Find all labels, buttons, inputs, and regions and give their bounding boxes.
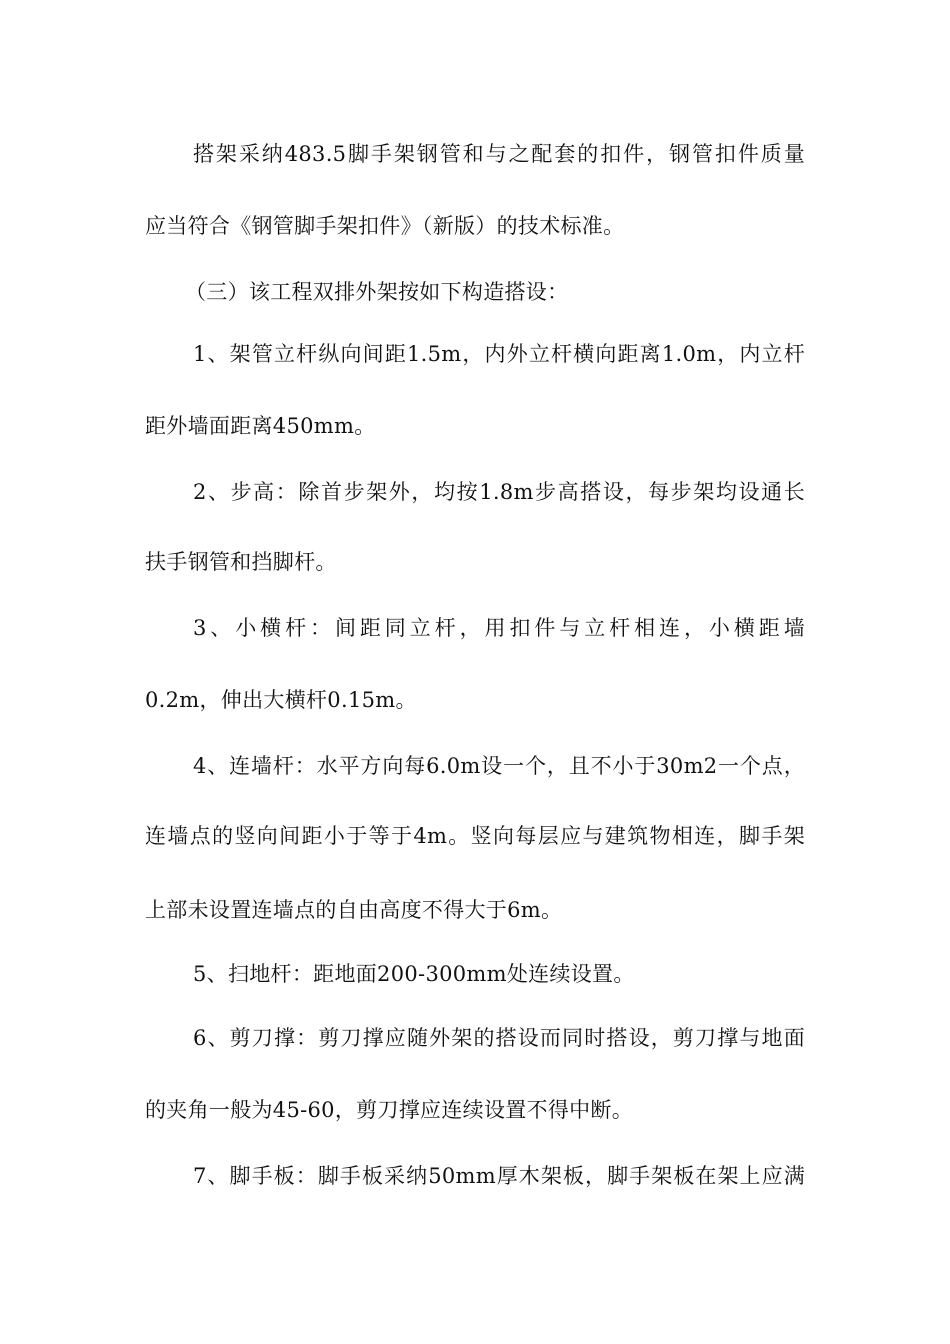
section-heading: （三）该工程双排外架按如下构造搭设： [185, 280, 569, 304]
item-7-line-1: 7、脚手板：脚手板采纳50mm厚木架板，脚手架板在架上应满 [193, 1164, 805, 1188]
item-6-line-1: 6、剪刀撑：剪刀撑应随外架的搭设而同时搭设，剪刀撑与地面 [193, 1026, 805, 1050]
item-5-line-1: 5、扫地杆：距地面200-300mm处连续设置。 [193, 962, 635, 986]
item-4-line-2: 连墙点的竖向间距小于等于4m。竖向每层应与建筑物相连，脚手架 [145, 824, 805, 848]
item-3-line-1: 3、小横杆：间距同立杆，用扣件与立杆相连，小横距墙 [193, 616, 805, 640]
paragraph-line-2: 应当符合《钢管脚手架扣件》（新版）的技术标准。 [145, 214, 625, 238]
item-2-line-1: 2、步高：除首步架外，均按1.8m步高搭设，每步架均设通长 [193, 480, 805, 504]
paragraph-line-1: 搭架采纳483.5脚手架钢管和与之配套的扣件，钢管扣件质量 [193, 142, 805, 166]
item-1-line-2: 距外墙面距离450mm。 [145, 414, 376, 438]
item-4-line-1: 4、连墙杆：水平方向每6.0m设一个，且不小于30m2一个点， [193, 754, 805, 778]
item-4-line-3: 上部未设置连墙点的自由高度不得大于6m。 [145, 898, 563, 922]
item-6-line-2: 的夹角一般为45-60，剪刀撑应连续设置不得中断。 [145, 1098, 634, 1122]
item-1-line-1: 1、架管立杆纵向间距1.5m，内外立杆横向距离1.0m，内立杆 [193, 342, 805, 366]
item-2-line-2: 扶手钢管和挡脚杆。 [145, 550, 337, 574]
item-3-line-2: 0.2m，伸出大横杆0.15m。 [145, 688, 417, 712]
